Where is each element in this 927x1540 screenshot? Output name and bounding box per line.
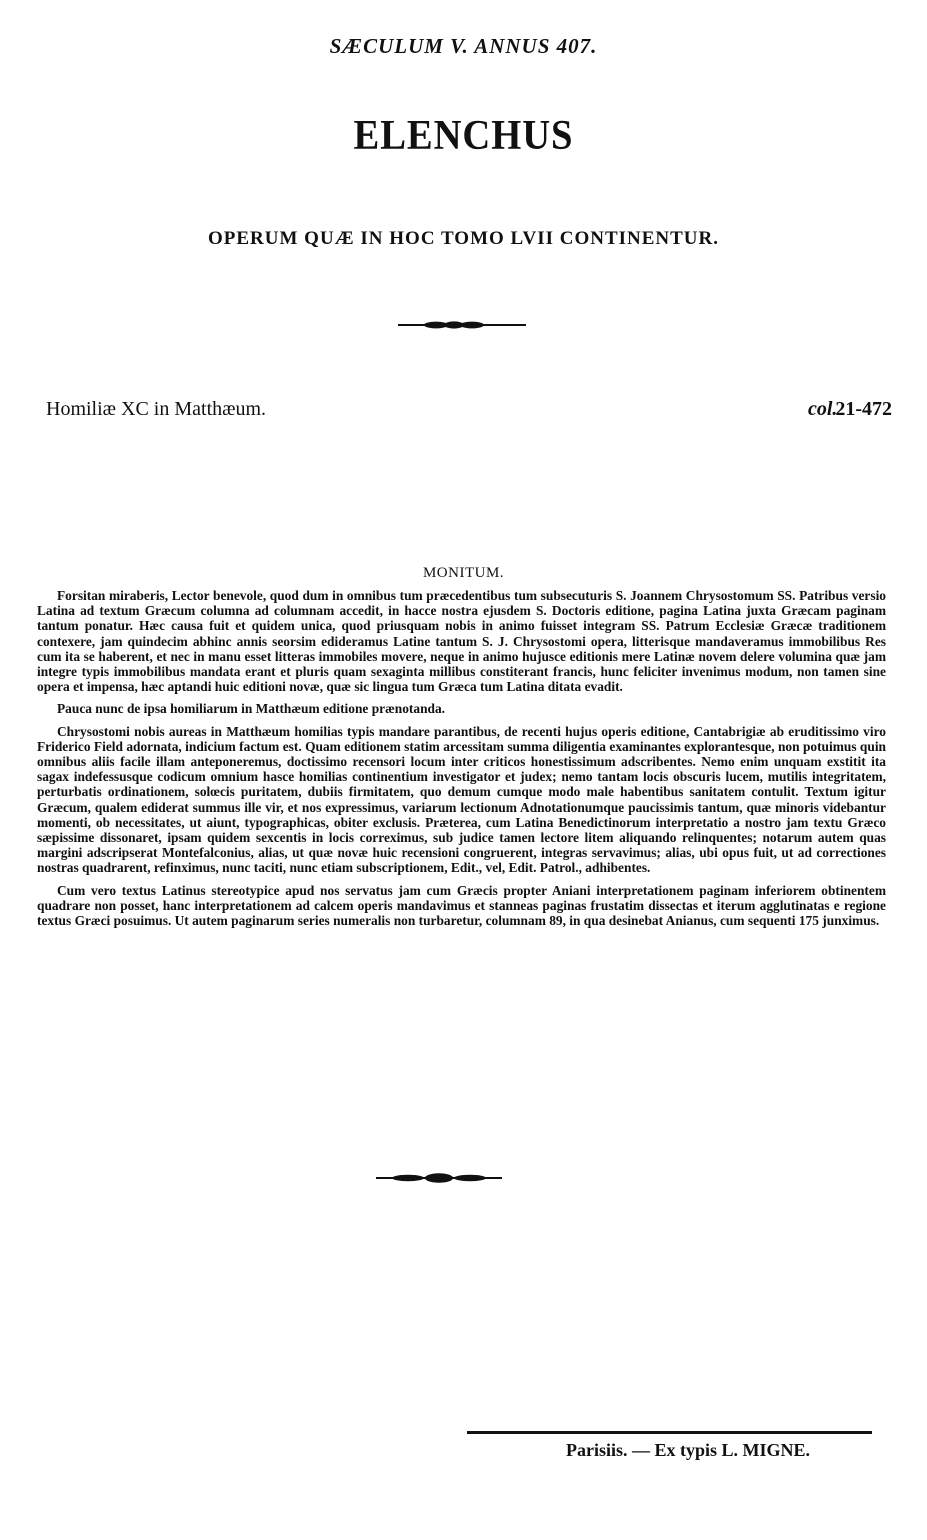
toc-col-label: col.	[808, 398, 838, 420]
monitum-paragraph: Chrysostomi nobis aureas in Matthæum homilias typis mandare parantibus, de recenti hujus operis editione, Cantabrigiæ ab eruditissimo viro Friderico Field adornata, indicium factum est. Quam editionem statim arcessitam summa diligentia examinantes explorantesque, non potuimus quin omnibus aliis facile illam anteponeremus, doctissimo recensori locum inter criticos honestissimum adscribentes. Nemo enim unquam exstitit ita sagax indefessusque codicum omnium hasce homilias continentium investigator et judex; nemo tantam locis obscuris lucem, mutilis integritatem, perturbatis ordinationem, solœcis puritatem, dubiis firmitatem, quo demum cumque modo male habentibus sanitatem contulit. Textum igitur Græcum, qualem ediderat summus ille vir, et nos expressimus, variarum lectionum Adnotationumque paucissimis tantum, quæ minoris videbantur momenti, ob necessitates, ut aiunt, typographicas, obiter exclusis. Præterea, cum Latina Benedictinorum interpretatio a nostro jam textu Græco sæpissime dissonaret, ipsam quidem sexcentis in locis correximus, sub judice tamen lectore litem aliquando relinquentes; notarum autem quas margini adscripserat Montefalconius, alias, ut quæ novæ huic recensioni congruerent, integras servavimus; alias, ubi opus fuit, ut ad correctiones nostras quadrarent, refinximus, nunc taciti, nunc etiam subscriptionem, Edit., vel, Edit. Patrol., adhibentes.	[37, 723, 886, 876]
bottom-ornament-rule	[374, 1170, 504, 1186]
page-subtitle: OPERUM QUÆ IN HOC TOMO LVII CONTINENTUR.	[207, 228, 719, 249]
imprint-rule	[467, 1431, 872, 1434]
toc-col-range: 21-472	[835, 398, 892, 420]
monitum-heading: MONITUM.	[422, 565, 505, 581]
page-title: ELENCHUS	[353, 113, 574, 159]
top-ornament-rule	[396, 318, 528, 332]
toc-row	[46, 398, 892, 428]
toc-entry-title: Homiliæ XC in Matthæum.	[46, 398, 267, 420]
running-head: SÆCULUM V. ANNUS 407.	[329, 34, 598, 58]
imprint: Parisiis. — Ex typis L. MIGNE.	[565, 1440, 810, 1460]
monitum-paragraph: Forsitan miraberis, Lector benevole, quod dum in omnibus tum præcedentibus tum subsecuturis S. Joannem Chrysostomum SS. Patribus versio Latina ad textum Græcum columna ad columnam accedit, in hacce nostra ejusdem S. Doctoris editione, pagina Latina juxta Græcam paginam tantum ponatur. Hæc causa fuit et quidem unica, quod priusquam nobis in animo fuisset integram SS. Patrum Ecclesiæ Græcæ traditionem contexere, jam quindecim abhinc annis seorsim edideramus Latine tantum S. J. Chrysostomi opera, litterisque mandaveramus immobilibus Res cum ita se haberent, et nec in manu esset litteras immobiles movere, neque in animo hujusce editionis mere Latinæ novem delere volumina quæ jam integre typis immobilibus mandata erant et pluris quam sexaginta millibus constiterant francis, hunc feliciter invenimus modum, non tamen sine opera et impensa, hæc aptandi huic editioni novæ, quæ sic lingua tum Græca tum Latina ditata evadit.	[37, 588, 886, 695]
monitum-paragraph: Pauca nunc de ipsa homiliarum in Matthæum editione prænotanda.	[57, 701, 446, 717]
monitum-paragraph: Cum vero textus Latinus stereotypice apud nos servatus jam cum Græcis propter Aniani interpretationem paginam inferiorem obtinentem quadrare non posset, hanc interpretationem ad calcem operis mandavimus et stanneas paginas frustatim dissectas et iterum agglutinatas e regione textus Græci posuimus. Ut autem paginarum series numeralis non turbaretur, columnam 89, in qua desinebat Anianus, cum sequenti 175 junximus.	[37, 882, 886, 929]
monitum-body	[37, 588, 886, 935]
